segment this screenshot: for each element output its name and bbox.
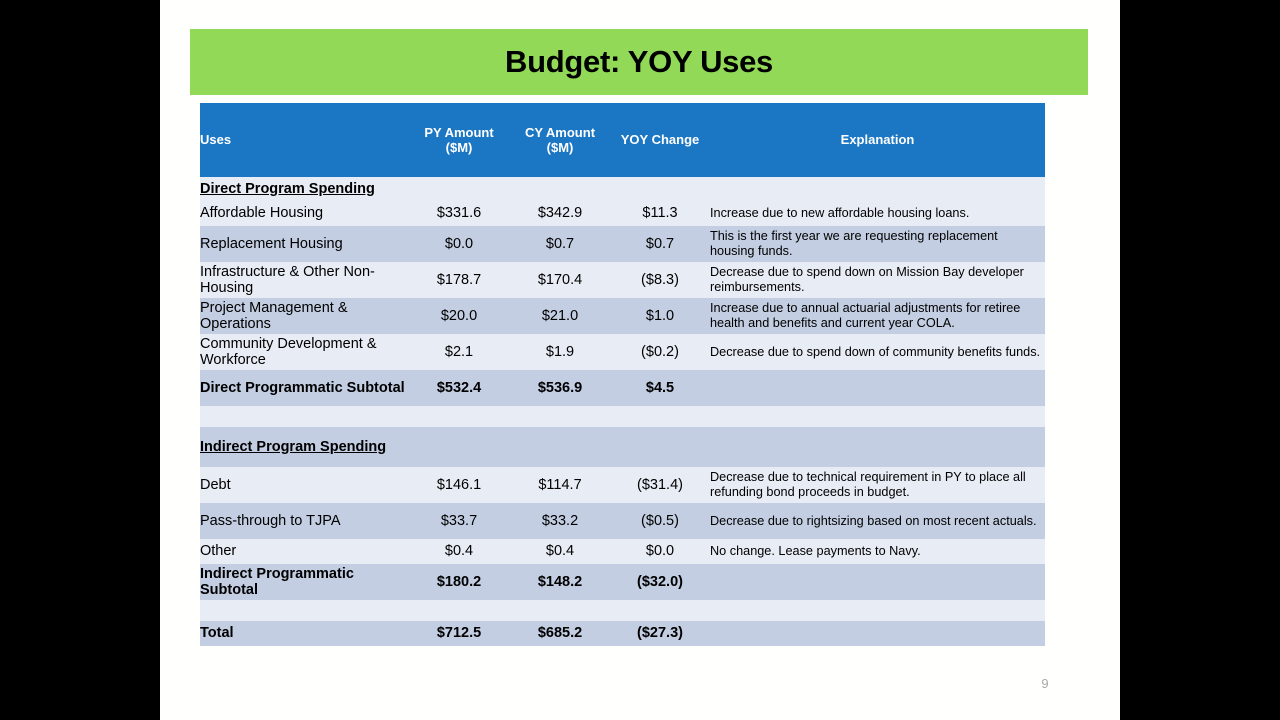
row-yoy-change: ($0.5) [610, 503, 710, 539]
row-yoy-change: ($0.2) [610, 334, 710, 370]
row-py-amount: $0.4 [408, 539, 510, 564]
section-heading-row-indirect [200, 427, 1045, 467]
subtotal-py-amount: $532.4 [408, 370, 510, 406]
row-label: Replacement Housing [200, 226, 408, 262]
spacer-cell [610, 600, 710, 621]
section-heading-indirect-py [408, 427, 510, 467]
spacer-cell [710, 600, 1045, 621]
section-heading-indirect: Indirect Program Spending [200, 427, 408, 467]
slide-title-banner [190, 29, 1088, 95]
spacer-cell [408, 406, 510, 427]
row-yoy-change: $0.7 [610, 226, 710, 262]
total-label: Total [200, 621, 408, 646]
row-py-amount: $20.0 [408, 298, 510, 334]
row-cy-amount: $1.9 [510, 334, 610, 370]
column-header-py-line1: PY Amount [424, 124, 494, 140]
subtotal-yoy-change: $4.5 [610, 370, 710, 406]
row-label: Other [200, 539, 408, 564]
spacer-cell [510, 406, 610, 427]
row-explanation: No change. Lease payments to Navy. [710, 539, 1045, 564]
row-yoy-change: ($8.3) [610, 262, 710, 298]
section-heading-direct-yoy [610, 177, 710, 201]
row-label: Project Management & Operations [200, 298, 408, 334]
budget-yoy-uses-table [200, 103, 1045, 646]
subtotal-yoy-change: ($32.0) [610, 564, 710, 600]
column-header-uses [200, 103, 408, 177]
spacer-cell [200, 600, 408, 621]
section-heading-direct-exp [710, 177, 1045, 201]
section-heading-indirect-cy [510, 427, 610, 467]
row-cy-amount: $33.2 [510, 503, 610, 539]
row-py-amount: $2.1 [408, 334, 510, 370]
subtotal-row-indirect [200, 564, 1045, 600]
total-cy-amount: $685.2 [510, 621, 610, 646]
total-yoy-change: ($27.3) [610, 621, 710, 646]
spacer-cell [200, 406, 408, 427]
row-yoy-change: ($31.4) [610, 467, 710, 503]
column-header-py-line2: ($M) [445, 140, 473, 155]
row-py-amount: $331.6 [408, 201, 510, 226]
row-explanation: Increase due to new affordable housing loans. [710, 201, 1045, 226]
total-py-amount: $712.5 [408, 621, 510, 646]
table-body [200, 177, 1045, 646]
section-heading-direct: Direct Program Spending [200, 177, 408, 201]
table-row [200, 539, 1045, 564]
section-heading-indirect-exp [710, 427, 1045, 467]
table-row [200, 467, 1045, 503]
row-explanation: Decrease due to spend down on Mission Bay developer reimbursements. [710, 262, 1045, 298]
row-cy-amount: $0.7 [510, 226, 610, 262]
column-header-py-amount [408, 103, 510, 177]
section-heading-indirect-yoy [610, 427, 710, 467]
subtotal-cy-amount: $148.2 [510, 564, 610, 600]
subtotal-cy-amount: $536.9 [510, 370, 610, 406]
row-py-amount: $0.0 [408, 226, 510, 262]
row-explanation: Decrease due to spend down of community benefits funds. [710, 334, 1045, 370]
section-heading-row-direct [200, 177, 1045, 201]
spacer-cell [510, 600, 610, 621]
section-heading-direct-cy [510, 177, 610, 201]
spacer-cell [710, 406, 1045, 427]
column-header-cy-line2: ($M) [546, 140, 574, 155]
table-header [200, 103, 1045, 177]
table-row [200, 226, 1045, 262]
row-explanation: This is the first year we are requesting replacement housing funds. [710, 226, 1045, 262]
table-row [200, 201, 1045, 226]
row-cy-amount: $21.0 [510, 298, 610, 334]
subtotal-py-amount: $180.2 [408, 564, 510, 600]
column-header-explanation-label: Explanation [840, 132, 915, 148]
subtotal-row-direct [200, 370, 1045, 406]
column-header-yoy-change [610, 103, 710, 177]
table-row [200, 298, 1045, 334]
subtotal-label: Direct Programmatic Subtotal [200, 370, 408, 406]
subtotal-explanation [710, 564, 1045, 600]
row-cy-amount: $342.9 [510, 201, 610, 226]
row-label: Pass-through to TJPA [200, 503, 408, 539]
row-explanation: Increase due to annual actuarial adjustments for retiree health and benefits and current year COLA. [710, 298, 1045, 334]
row-yoy-change: $0.0 [610, 539, 710, 564]
spacer-row [200, 406, 1045, 427]
page-title: Budget: YOY Uses [505, 44, 773, 79]
row-cy-amount: $114.7 [510, 467, 610, 503]
total-row [200, 621, 1045, 646]
row-py-amount: $146.1 [408, 467, 510, 503]
column-header-cy-line1: CY Amount [524, 124, 596, 140]
row-label: Debt [200, 467, 408, 503]
row-label: Infrastructure & Other Non-Housing [200, 262, 408, 298]
row-py-amount: $178.7 [408, 262, 510, 298]
column-header-yoy-label: YOY Change [620, 132, 700, 148]
page-number: 9 [1041, 676, 1049, 691]
column-header-uses-label: Uses [200, 132, 232, 148]
row-yoy-change: $11.3 [610, 201, 710, 226]
total-explanation [710, 621, 1045, 646]
slide-canvas [160, 0, 1120, 720]
row-cy-amount: $0.4 [510, 539, 610, 564]
row-explanation: Decrease due to rightsizing based on most recent actuals. [710, 503, 1045, 539]
row-yoy-change: $1.0 [610, 298, 710, 334]
table-row [200, 334, 1045, 370]
section-heading-direct-py [408, 177, 510, 201]
spacer-row [200, 600, 1045, 621]
table-row [200, 262, 1045, 298]
subtotal-explanation [710, 370, 1045, 406]
row-py-amount: $33.7 [408, 503, 510, 539]
spacer-cell [408, 600, 510, 621]
table-header-row [200, 103, 1045, 177]
column-header-cy-amount [510, 103, 610, 177]
row-cy-amount: $170.4 [510, 262, 610, 298]
table-row [200, 503, 1045, 539]
spacer-cell [610, 406, 710, 427]
column-header-explanation [710, 103, 1045, 177]
row-label: Community Development & Workforce [200, 334, 408, 370]
subtotal-label: Indirect Programmatic Subtotal [200, 564, 408, 600]
row-explanation: Decrease due to technical requirement in PY to place all refunding bond proceeds in budget. [710, 467, 1045, 503]
row-label: Affordable Housing [200, 201, 408, 226]
